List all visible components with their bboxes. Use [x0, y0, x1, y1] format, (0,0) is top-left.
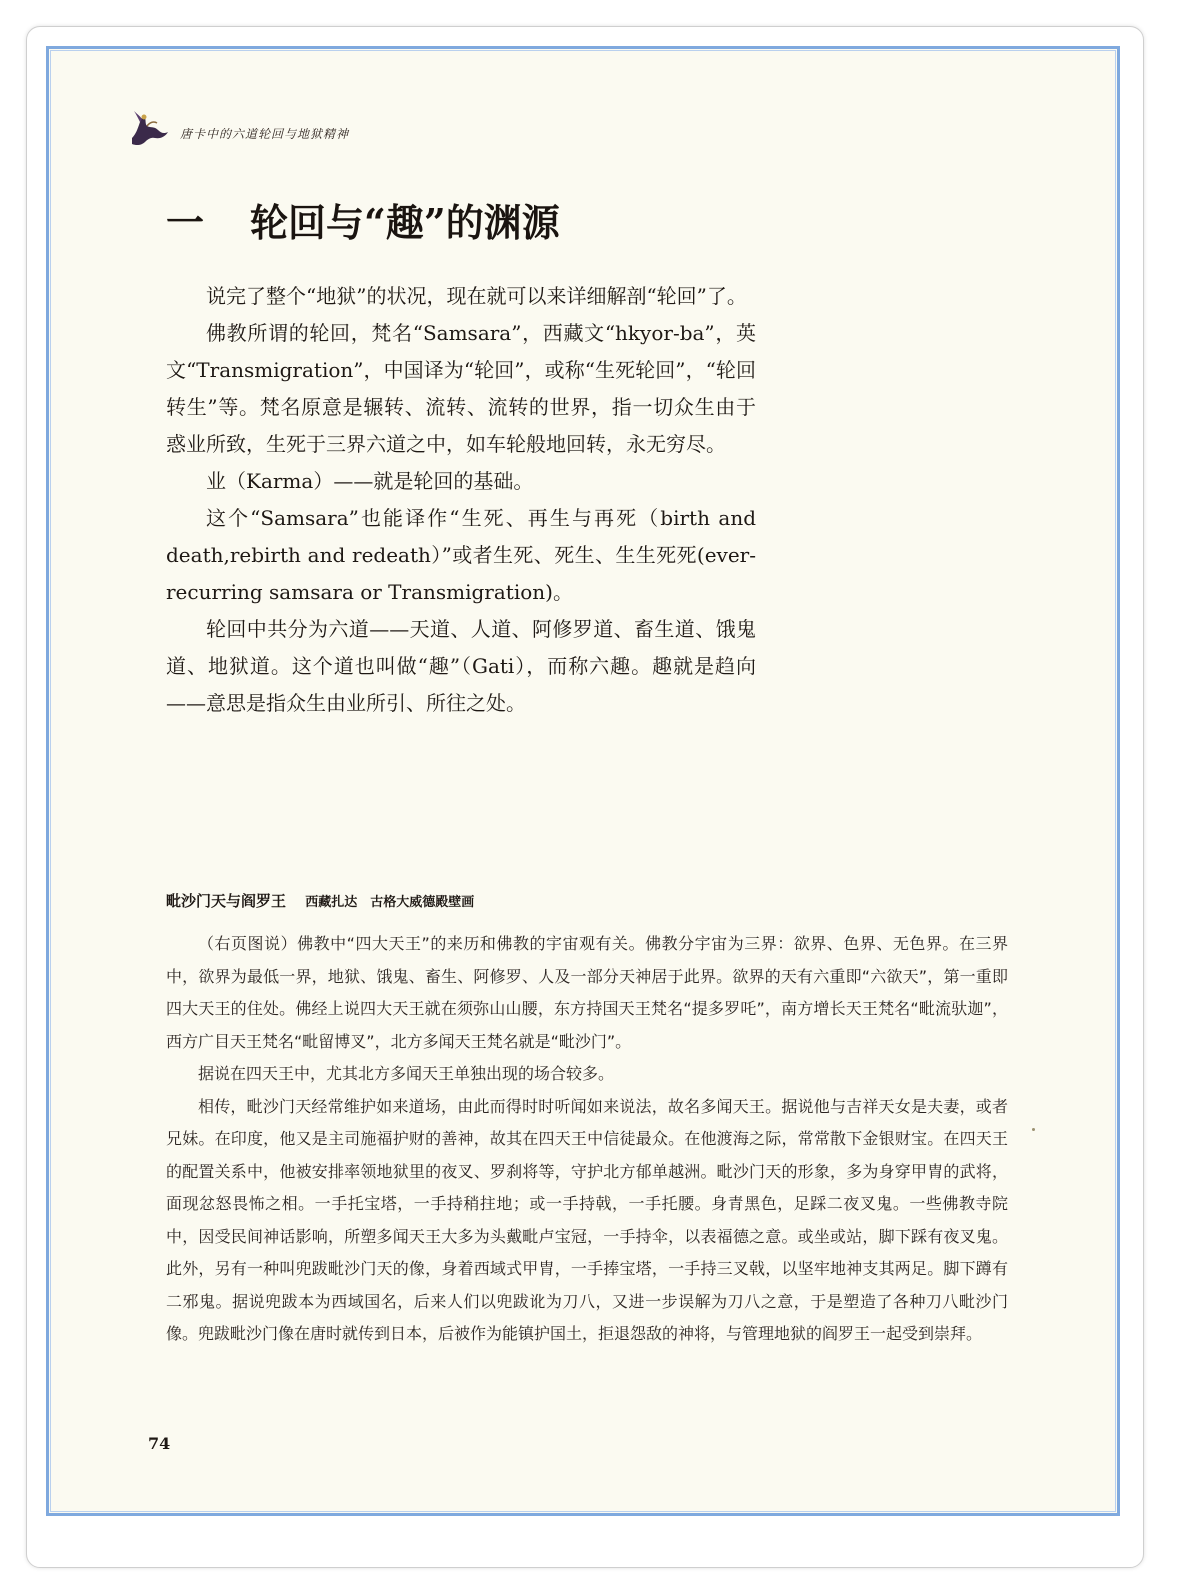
section-title: 轮回与“趣”的渊源 [250, 200, 560, 245]
caption-paragraph: 据说在四天王中，尤其北方多闻天王单独出现的场合较多。 [198, 1064, 615, 1083]
body-paragraph: 轮回中共分为六道——天道、人道、阿修罗道、畜生道、饿鬼道、地狱道。这个道也叫做“趣”（Gati），而称六趣。趣就是趋向——意思是指众生由业所引、所往之处。 [166, 617, 756, 715]
body-paragraph: 说完了整个“地狱”的状况，现在就可以来详细解剖“轮回”了。 [206, 284, 747, 308]
page-number: 74 [148, 1434, 171, 1453]
body-paragraph: 这个“Samsara”也能译作“生死、再生与再死（birth and death,rebirth and redeath）”或者生死、死生、生生死死(ever-recurring samsara or Transmigration)。 [166, 506, 756, 604]
flying-deity-icon [128, 108, 172, 150]
caption-paragraph: （右页图说）佛教中“四大天王”的来历和佛教的宇宙观有关。佛教分宇宙为三界：欲界、色界、无色界。在三界中，欲界为最低一界，地狱、饿鬼、畜生、阿修罗、人及一部分天神居于此界。欲界的天有六重即“六欲天”，第一重即四大天王的住处。佛经上说四大天王就在须弥山山腰，东方持国天王梵名“提多罗吒”，南方增长天王梵名“毗流驮迦”，西方广目天王梵名“毗留博叉”，北方多闻天王梵名就是“毗沙门”。 [166, 934, 1008, 1051]
caption-text [166, 928, 1008, 1351]
caption-title: 毗沙门天与阎罗王 [166, 892, 287, 910]
running-head [128, 108, 349, 150]
section-number: 一 [166, 200, 205, 245]
section-heading [166, 192, 560, 247]
paper-speck [1032, 1128, 1035, 1131]
running-head-title: 唐卡中的六道轮回与地狱精神 [180, 126, 350, 141]
caption-paragraph: 相传，毗沙门天经常维护如来道场，由此而得时时听闻如来说法，故名多闻天王。据说他与吉祥天女是夫妻，或者兄妹。在印度，他又是主司施福护财的善神，故其在四天王中信徒最众。在他渡海之际，常常散下金银财宝。在四天王的配置关系中，他被安排率领地狱里的夜叉、罗刹将等，守护北方郁单越洲。毗沙门天的形象，多为身穿甲胄的武将，面现忿怒畏怖之相。一手托宝塔，一手持稍拄地；或一手持戟，一手托腰。身青黑色，足踩二夜叉鬼。一些佛教寺院中，因受民间神话影响，所塑多闻天王大多为头戴毗卢宝冠，一手持伞，以表福德之意。或坐或站，脚下踩有夜叉鬼。此外，另有一种叫兜跋毗沙门天的像，身着西域式甲胄，一手捧宝塔，一手持三叉戟，以坚牢地神支其两足。脚下蹲有二邪鬼。据说兜跋本为西域国名，后来人们以兜跋讹为刀八，又进一步误解为刀八之意，于是塑造了各种刀八毗沙门像。兜跋毗沙门像在唐时就传到日本，后被作为能镇护国土，拒退怨敌的神将，与管理地狱的阎罗王一起受到崇拜。 [166, 1096, 1008, 1343]
caption-heading [166, 890, 474, 911]
body-paragraph: 佛教所谓的轮回，梵名“Samsara”，西藏文“hkyor-ba”，英文“Transmigration”，中国译为“轮回”，或称“生死轮回”，“轮回转生”等。梵名原意是辗转、流转、流转的世界，指一切众生由于惑业所致，生死于三界六道之中，如车轮般地回转，永无穷尽。 [166, 321, 756, 456]
caption-subtitle: 西藏扎达 古格大威德殿壁画 [305, 895, 475, 910]
body-text [166, 278, 756, 722]
body-paragraph: 业（Karma）——就是轮回的基础。 [206, 469, 534, 493]
